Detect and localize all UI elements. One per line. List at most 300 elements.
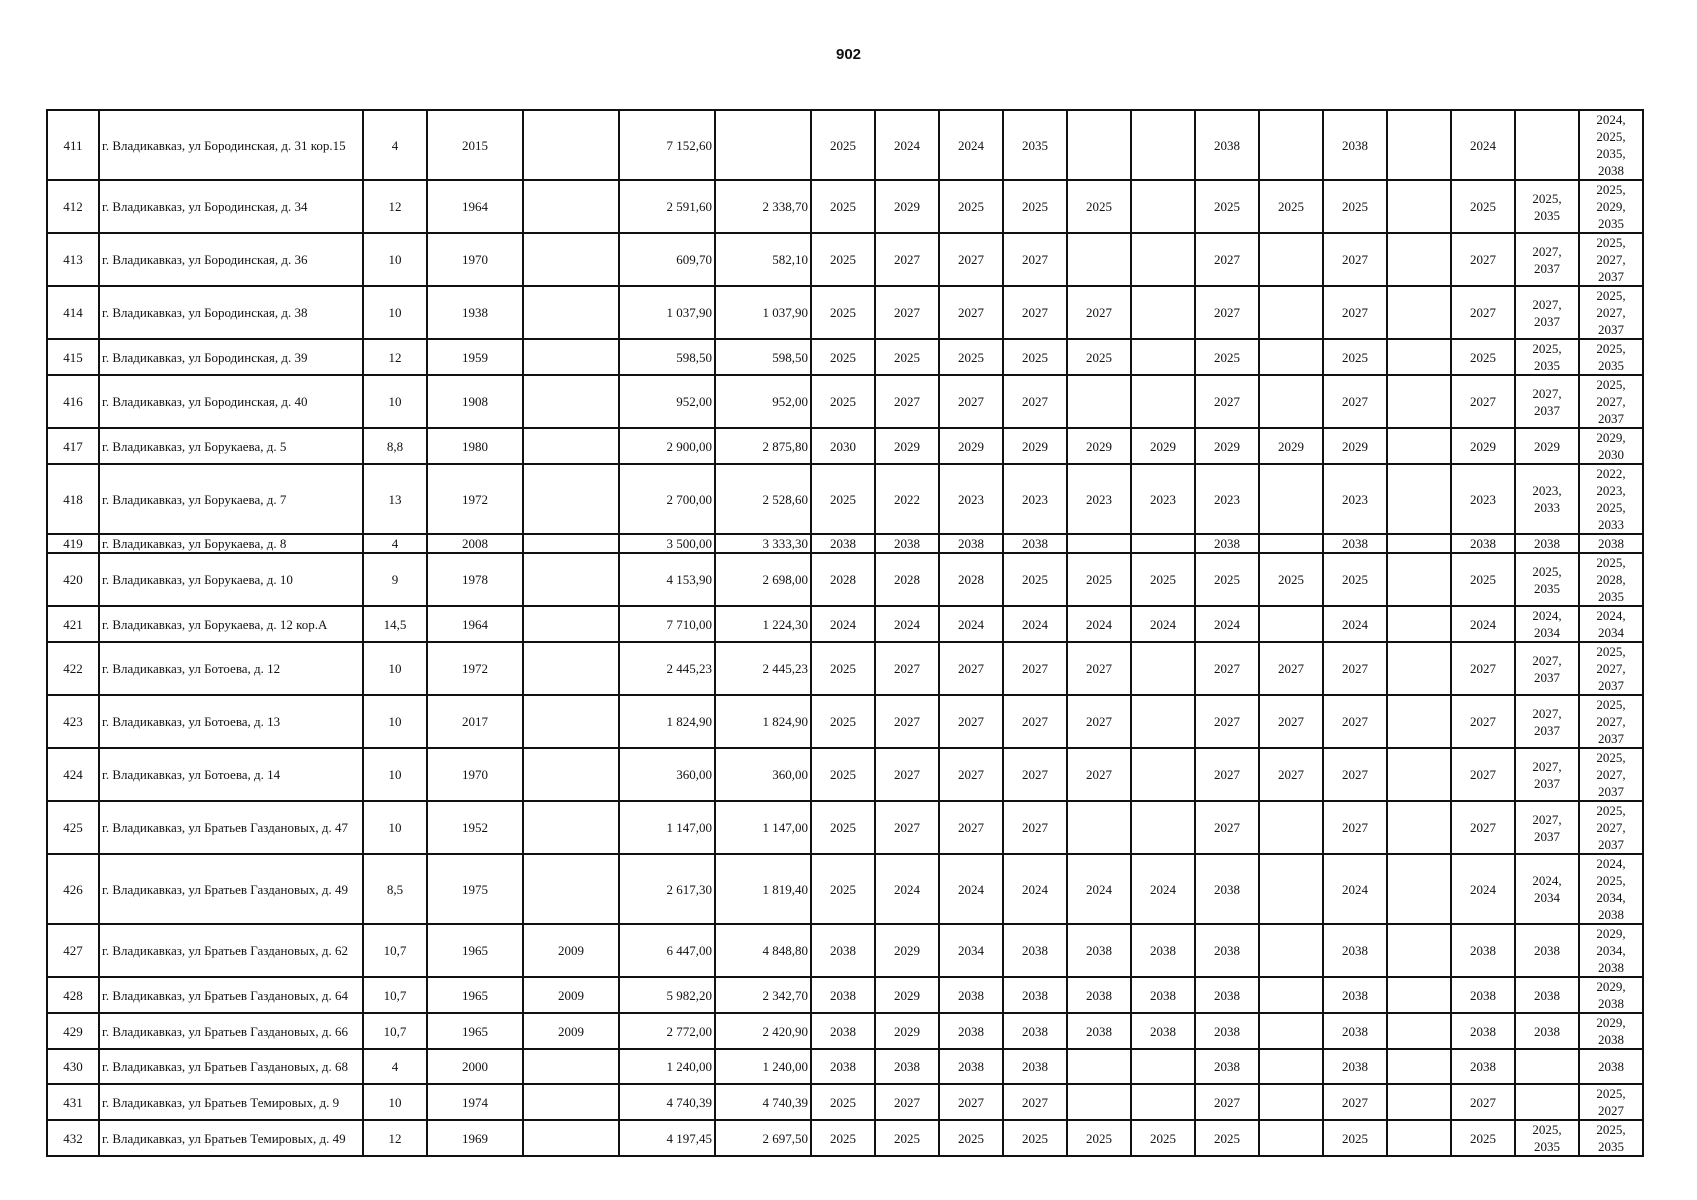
table-cell: 2024 — [811, 606, 875, 642]
area-cell — [715, 110, 811, 180]
area-cell: 952,00 — [619, 375, 715, 428]
table-cell: 2038 — [1131, 1013, 1195, 1049]
row-number-cell: 423 — [47, 695, 99, 748]
table-cell: 2029 — [875, 924, 939, 977]
table-cell: 2029 — [875, 428, 939, 464]
table-cell: 2038 — [811, 924, 875, 977]
table-cell: 2038 — [875, 534, 939, 553]
table-cell: 2038 — [939, 977, 1003, 1013]
table-cell: 2029 — [1515, 428, 1579, 464]
table-cell: 2027 — [875, 748, 939, 801]
table-cell: 2027 — [1451, 375, 1515, 428]
table-cell: 2038 — [1003, 977, 1067, 1013]
table-cell: 1938 — [427, 286, 523, 339]
table-cell — [1131, 110, 1195, 180]
table-cell: 2024 — [1195, 606, 1259, 642]
table-cell — [1067, 1084, 1131, 1120]
table-cell: 2038 — [1195, 110, 1259, 180]
table-cell: 2025 — [811, 642, 875, 695]
table-cell: 2024, 2025, 2034, 2038 — [1579, 854, 1643, 924]
area-cell: 2 528,60 — [715, 464, 811, 534]
table-cell: 2025 — [811, 110, 875, 180]
table-cell: 4 — [363, 534, 427, 553]
table-cell — [523, 854, 619, 924]
table-cell — [1131, 286, 1195, 339]
table-cell: 2024, 2025, 2035, 2038 — [1579, 110, 1643, 180]
area-cell: 2 698,00 — [715, 553, 811, 606]
table-cell: 2035 — [1003, 110, 1067, 180]
table-cell — [523, 110, 619, 180]
table-cell: 2025 — [1323, 339, 1387, 375]
row-number-cell: 424 — [47, 748, 99, 801]
table-cell: 2023 — [1323, 464, 1387, 534]
table-cell — [1259, 339, 1323, 375]
area-cell: 1 037,90 — [619, 286, 715, 339]
table-cell: 2000 — [427, 1049, 523, 1084]
area-cell: 1 147,00 — [619, 801, 715, 854]
table-cell: 2038 — [1195, 854, 1259, 924]
table-cell — [1259, 464, 1323, 534]
row-number-cell: 425 — [47, 801, 99, 854]
table-cell — [1259, 977, 1323, 1013]
table-row — [47, 642, 1643, 695]
table-cell: 2025, 2027, 2037 — [1579, 233, 1643, 286]
table-cell: 2024, 2034 — [1515, 606, 1579, 642]
table-cell: 2025 — [1259, 180, 1323, 233]
table-cell: 2038 — [1451, 1013, 1515, 1049]
table-cell: 2015 — [427, 110, 523, 180]
area-cell: 4 740,39 — [715, 1084, 811, 1120]
table-cell: 2027 — [1323, 375, 1387, 428]
table-cell: 2025, 2027, 2037 — [1579, 375, 1643, 428]
table-cell: 10 — [363, 1084, 427, 1120]
table-cell: 2025 — [811, 233, 875, 286]
table-cell: 2025, 2027, 2037 — [1579, 642, 1643, 695]
table-cell: 2027 — [875, 695, 939, 748]
table-cell — [1259, 375, 1323, 428]
table-cell: 2025 — [1195, 1120, 1259, 1156]
table-cell: 2027 — [939, 748, 1003, 801]
table-cell: 2023 — [1003, 464, 1067, 534]
table-cell: 2027 — [1003, 748, 1067, 801]
table-cell: 2038 — [1515, 1013, 1579, 1049]
table-row — [47, 1013, 1643, 1049]
area-cell: 6 447,00 — [619, 924, 715, 977]
table-cell: 1969 — [427, 1120, 523, 1156]
table-cell: 10 — [363, 642, 427, 695]
table-cell: 2025 — [811, 180, 875, 233]
table-cell: 1975 — [427, 854, 523, 924]
table-cell: 12 — [363, 1120, 427, 1156]
table-cell — [1387, 748, 1451, 801]
area-cell: 2 445,23 — [715, 642, 811, 695]
table-cell: 2025 — [1451, 553, 1515, 606]
table-cell: 2024 — [1451, 854, 1515, 924]
table-cell — [1067, 1049, 1131, 1084]
table-cell: 2025 — [1003, 339, 1067, 375]
table-cell: 2027, 2037 — [1515, 748, 1579, 801]
table-cell — [1131, 801, 1195, 854]
table-cell: 2027 — [939, 1084, 1003, 1120]
table-cell — [1131, 1084, 1195, 1120]
row-number-cell: 412 — [47, 180, 99, 233]
table-cell — [523, 748, 619, 801]
table-cell — [1387, 233, 1451, 286]
page-number: 902 — [835, 46, 862, 63]
table-cell — [1131, 695, 1195, 748]
table-cell: 2009 — [523, 1013, 619, 1049]
table-cell: 1964 — [427, 180, 523, 233]
table-cell: 2029 — [939, 428, 1003, 464]
table-row — [47, 606, 1643, 642]
table-cell: 2027 — [1451, 801, 1515, 854]
row-number-cell: 419 — [47, 534, 99, 553]
table-cell — [1387, 110, 1451, 180]
table-cell: 2025, 2027, 2037 — [1579, 695, 1643, 748]
table-cell: 1952 — [427, 801, 523, 854]
table-cell — [1515, 1084, 1579, 1120]
table-cell — [1067, 233, 1131, 286]
table-cell: 2024 — [1067, 854, 1131, 924]
table-cell: 2038 — [1067, 924, 1131, 977]
table-cell — [1131, 339, 1195, 375]
table-row — [47, 180, 1643, 233]
row-number-cell: 415 — [47, 339, 99, 375]
table-cell: 2027 — [1451, 695, 1515, 748]
table-cell: 2023 — [1067, 464, 1131, 534]
table-cell — [523, 339, 619, 375]
row-number-cell: 416 — [47, 375, 99, 428]
table-cell: 2027 — [1003, 695, 1067, 748]
table-row — [47, 1049, 1643, 1084]
table-cell: 2029 — [875, 1013, 939, 1049]
table-cell: 1908 — [427, 375, 523, 428]
table-cell: 2025 — [1003, 1120, 1067, 1156]
table-cell: 10 — [363, 375, 427, 428]
table-cell: 2027 — [1003, 801, 1067, 854]
table-cell: 1978 — [427, 553, 523, 606]
table-cell: 2038 — [811, 534, 875, 553]
table-cell — [1387, 428, 1451, 464]
table-cell: 2038 — [1323, 534, 1387, 553]
table-cell: 2038 — [1451, 1049, 1515, 1084]
table-row — [47, 428, 1643, 464]
table-row — [47, 553, 1643, 606]
table-cell: 2025 — [1195, 180, 1259, 233]
table-cell — [1131, 1049, 1195, 1084]
address-cell: г. Владикавказ, ул Бородинская, д. 34 — [99, 180, 363, 233]
table-cell: 1980 — [427, 428, 523, 464]
area-cell: 598,50 — [715, 339, 811, 375]
row-number-cell: 411 — [47, 110, 99, 180]
area-cell: 2 617,30 — [619, 854, 715, 924]
table-cell: 2017 — [427, 695, 523, 748]
table-cell — [1387, 180, 1451, 233]
table-cell: 2038 — [811, 1013, 875, 1049]
table-cell — [523, 534, 619, 553]
table-cell: 2025, 2028, 2035 — [1579, 553, 1643, 606]
table-cell: 8,8 — [363, 428, 427, 464]
table-cell — [1067, 110, 1131, 180]
table-cell — [1387, 553, 1451, 606]
table-cell: 4 — [363, 1049, 427, 1084]
table-cell — [1131, 375, 1195, 428]
table-cell: 2022, 2023, 2025, 2033 — [1579, 464, 1643, 534]
address-cell: г. Владикавказ, ул Братьев Газдановых, д. 62 — [99, 924, 363, 977]
table-cell: 2038 — [811, 1049, 875, 1084]
area-cell: 2 900,00 — [619, 428, 715, 464]
table-cell: 2038 — [1195, 534, 1259, 553]
table-cell — [1131, 180, 1195, 233]
table-cell: 2029 — [1131, 428, 1195, 464]
table-cell: 2025, 2035 — [1579, 339, 1643, 375]
table-cell: 2027 — [1451, 1084, 1515, 1120]
table-cell — [1131, 642, 1195, 695]
table-cell: 2024, 2034 — [1515, 854, 1579, 924]
table-cell: 2024 — [1067, 606, 1131, 642]
row-number-cell: 422 — [47, 642, 99, 695]
table-cell: 2027 — [1323, 286, 1387, 339]
table-cell — [523, 801, 619, 854]
table-cell: 2025 — [811, 1084, 875, 1120]
table-cell: 2025 — [1451, 339, 1515, 375]
table-row — [47, 801, 1643, 854]
table-cell — [1387, 924, 1451, 977]
table-row — [47, 1120, 1643, 1156]
row-number-cell: 432 — [47, 1120, 99, 1156]
table-cell: 2029, 2038 — [1579, 1013, 1643, 1049]
address-cell: г. Владикавказ, ул Борукаева, д. 7 — [99, 464, 363, 534]
row-number-cell: 414 — [47, 286, 99, 339]
table-cell: 2025 — [1451, 1120, 1515, 1156]
table-cell: 2025 — [811, 854, 875, 924]
address-cell: г. Владикавказ, ул Братьев Газдановых, д. 66 — [99, 1013, 363, 1049]
table-cell — [1387, 1049, 1451, 1084]
table-cell: 2022 — [875, 464, 939, 534]
row-number-cell: 431 — [47, 1084, 99, 1120]
table-cell: 2025 — [875, 1120, 939, 1156]
table-cell: 2027 — [939, 375, 1003, 428]
table-row — [47, 1084, 1643, 1120]
row-number-cell: 421 — [47, 606, 99, 642]
table-cell: 2027 — [1003, 233, 1067, 286]
table-cell: 2038 — [1195, 1013, 1259, 1049]
table-cell — [523, 1084, 619, 1120]
table-cell: 2027 — [1259, 642, 1323, 695]
address-cell: г. Владикавказ, ул Ботоева, д. 12 — [99, 642, 363, 695]
table-cell — [1259, 110, 1323, 180]
table-cell: 2027 — [875, 375, 939, 428]
table-cell: 2029 — [1067, 428, 1131, 464]
row-number-cell: 418 — [47, 464, 99, 534]
area-cell: 2 420,90 — [715, 1013, 811, 1049]
table-cell: 13 — [363, 464, 427, 534]
table-cell: 10,7 — [363, 924, 427, 977]
table-cell: 2025, 2027, 2037 — [1579, 748, 1643, 801]
table-cell — [1387, 977, 1451, 1013]
area-cell: 360,00 — [619, 748, 715, 801]
table-cell: 2027 — [1323, 1084, 1387, 1120]
area-cell: 1 240,00 — [715, 1049, 811, 1084]
table-cell: 2025 — [875, 339, 939, 375]
table-cell: 2009 — [523, 924, 619, 977]
table-cell — [1387, 695, 1451, 748]
table-cell — [1131, 534, 1195, 553]
table-cell: 2027 — [1451, 642, 1515, 695]
table-row — [47, 339, 1643, 375]
row-number-cell: 420 — [47, 553, 99, 606]
table-cell: 2024 — [875, 110, 939, 180]
row-number-cell: 417 — [47, 428, 99, 464]
area-cell: 3 500,00 — [619, 534, 715, 553]
table-cell: 2025, 2035 — [1515, 339, 1579, 375]
table-cell — [1259, 606, 1323, 642]
table-cell — [1387, 1084, 1451, 1120]
address-cell: г. Владикавказ, ул Бородинская, д. 39 — [99, 339, 363, 375]
table-cell: 2025, 2027, 2037 — [1579, 286, 1643, 339]
table-cell: 2038 — [1067, 977, 1131, 1013]
table-cell: 2038 — [1323, 977, 1387, 1013]
row-number-cell: 429 — [47, 1013, 99, 1049]
table-cell: 2027 — [1003, 642, 1067, 695]
table-cell — [1259, 1120, 1323, 1156]
table-cell: 2023 — [1451, 464, 1515, 534]
table-cell: 2027, 2037 — [1515, 642, 1579, 695]
table-cell: 2025 — [1067, 1120, 1131, 1156]
table-cell: 2024 — [1451, 606, 1515, 642]
table-cell: 2025, 2035 — [1579, 1120, 1643, 1156]
table-cell: 2027 — [1259, 695, 1323, 748]
area-cell: 582,10 — [715, 233, 811, 286]
table-cell — [1387, 606, 1451, 642]
table-cell: 10 — [363, 233, 427, 286]
table-cell: 2025 — [939, 1120, 1003, 1156]
table-cell: 10,7 — [363, 1013, 427, 1049]
table-cell: 2027, 2037 — [1515, 801, 1579, 854]
table-cell: 2025 — [1131, 553, 1195, 606]
table-cell: 2025 — [1067, 339, 1131, 375]
table-row — [47, 854, 1643, 924]
table-cell: 2038 — [811, 977, 875, 1013]
table-cell: 2023 — [1195, 464, 1259, 534]
table-cell: 2027 — [1323, 642, 1387, 695]
table-cell: 2038 — [1451, 534, 1515, 553]
table-row — [47, 286, 1643, 339]
table-cell: 2025 — [1131, 1120, 1195, 1156]
table-cell: 2025, 2027, 2037 — [1579, 801, 1643, 854]
table-cell: 2025 — [1195, 339, 1259, 375]
table-cell: 2038 — [1579, 1049, 1643, 1084]
area-cell: 2 342,70 — [715, 977, 811, 1013]
table-cell: 2025 — [811, 339, 875, 375]
table-cell: 2025, 2035 — [1515, 1120, 1579, 1156]
table-cell: 2038 — [939, 1049, 1003, 1084]
address-cell: г. Владикавказ, ул Бородинская, д. 36 — [99, 233, 363, 286]
table-cell: 2038 — [1003, 924, 1067, 977]
address-cell: г. Владикавказ, ул Ботоева, д. 13 — [99, 695, 363, 748]
table-cell: 2038 — [1003, 1013, 1067, 1049]
table-cell — [1067, 534, 1131, 553]
table-cell: 2038 — [1195, 924, 1259, 977]
table-cell: 2025 — [1323, 1120, 1387, 1156]
table-cell — [523, 233, 619, 286]
table-cell: 2038 — [1003, 534, 1067, 553]
table-cell: 2028 — [875, 553, 939, 606]
table-cell: 2027 — [939, 642, 1003, 695]
area-cell: 952,00 — [715, 375, 811, 428]
table-cell: 2030 — [811, 428, 875, 464]
table-cell — [1067, 375, 1131, 428]
table-cell: 2025 — [1067, 180, 1131, 233]
table-cell: 2027 — [1067, 695, 1131, 748]
table-cell — [523, 286, 619, 339]
table-cell: 8,5 — [363, 854, 427, 924]
table-cell: 2029, 2030 — [1579, 428, 1643, 464]
table-cell: 2027 — [875, 801, 939, 854]
table-cell — [1259, 233, 1323, 286]
table-cell: 1965 — [427, 1013, 523, 1049]
table-cell: 2025, 2027 — [1579, 1084, 1643, 1120]
table-cell: 2027 — [1323, 801, 1387, 854]
table-cell: 2038 — [939, 1013, 1003, 1049]
table-cell: 2027 — [1195, 1084, 1259, 1120]
table-cell — [1387, 854, 1451, 924]
address-cell: г. Владикавказ, ул Борукаева, д. 12 кор.А — [99, 606, 363, 642]
table-cell — [1259, 1013, 1323, 1049]
table-cell: 2038 — [875, 1049, 939, 1084]
table-row — [47, 748, 1643, 801]
table-cell: 2027 — [939, 286, 1003, 339]
address-cell: г. Владикавказ, ул Братьев Темировых, д. 9 — [99, 1084, 363, 1120]
table-cell: 2027 — [1259, 748, 1323, 801]
address-cell: г. Владикавказ, ул Ботоева, д. 14 — [99, 748, 363, 801]
area-cell: 609,70 — [619, 233, 715, 286]
table-cell: 2038 — [1515, 534, 1579, 553]
table-cell: 2027 — [1067, 642, 1131, 695]
table-row — [47, 534, 1643, 553]
table-cell: 2027 — [1195, 695, 1259, 748]
table-cell: 2025, 2035 — [1515, 180, 1579, 233]
area-cell: 2 700,00 — [619, 464, 715, 534]
area-cell: 1 824,90 — [715, 695, 811, 748]
table-cell: 2038 — [939, 534, 1003, 553]
table-cell: 2029 — [1195, 428, 1259, 464]
table-cell: 2038 — [1323, 110, 1387, 180]
table-cell: 2034 — [939, 924, 1003, 977]
table-cell: 1964 — [427, 606, 523, 642]
table-cell: 2024 — [939, 110, 1003, 180]
table-cell: 2025 — [939, 339, 1003, 375]
table-cell: 2038 — [1515, 924, 1579, 977]
table-cell: 2027, 2037 — [1515, 375, 1579, 428]
table-cell — [523, 606, 619, 642]
table-cell: 2025 — [1323, 553, 1387, 606]
table-cell — [1259, 801, 1323, 854]
table-row — [47, 977, 1643, 1013]
housing-table — [46, 109, 1644, 1157]
area-cell: 4 153,90 — [619, 553, 715, 606]
table-cell: 2024 — [875, 854, 939, 924]
row-number-cell: 413 — [47, 233, 99, 286]
area-cell: 2 445,23 — [619, 642, 715, 695]
area-cell: 1 147,00 — [715, 801, 811, 854]
table-row — [47, 375, 1643, 428]
table-cell — [1515, 110, 1579, 180]
table-cell: 2024 — [1003, 854, 1067, 924]
table-cell — [1387, 642, 1451, 695]
table-cell: 2029 — [1451, 428, 1515, 464]
table-cell: 1972 — [427, 464, 523, 534]
